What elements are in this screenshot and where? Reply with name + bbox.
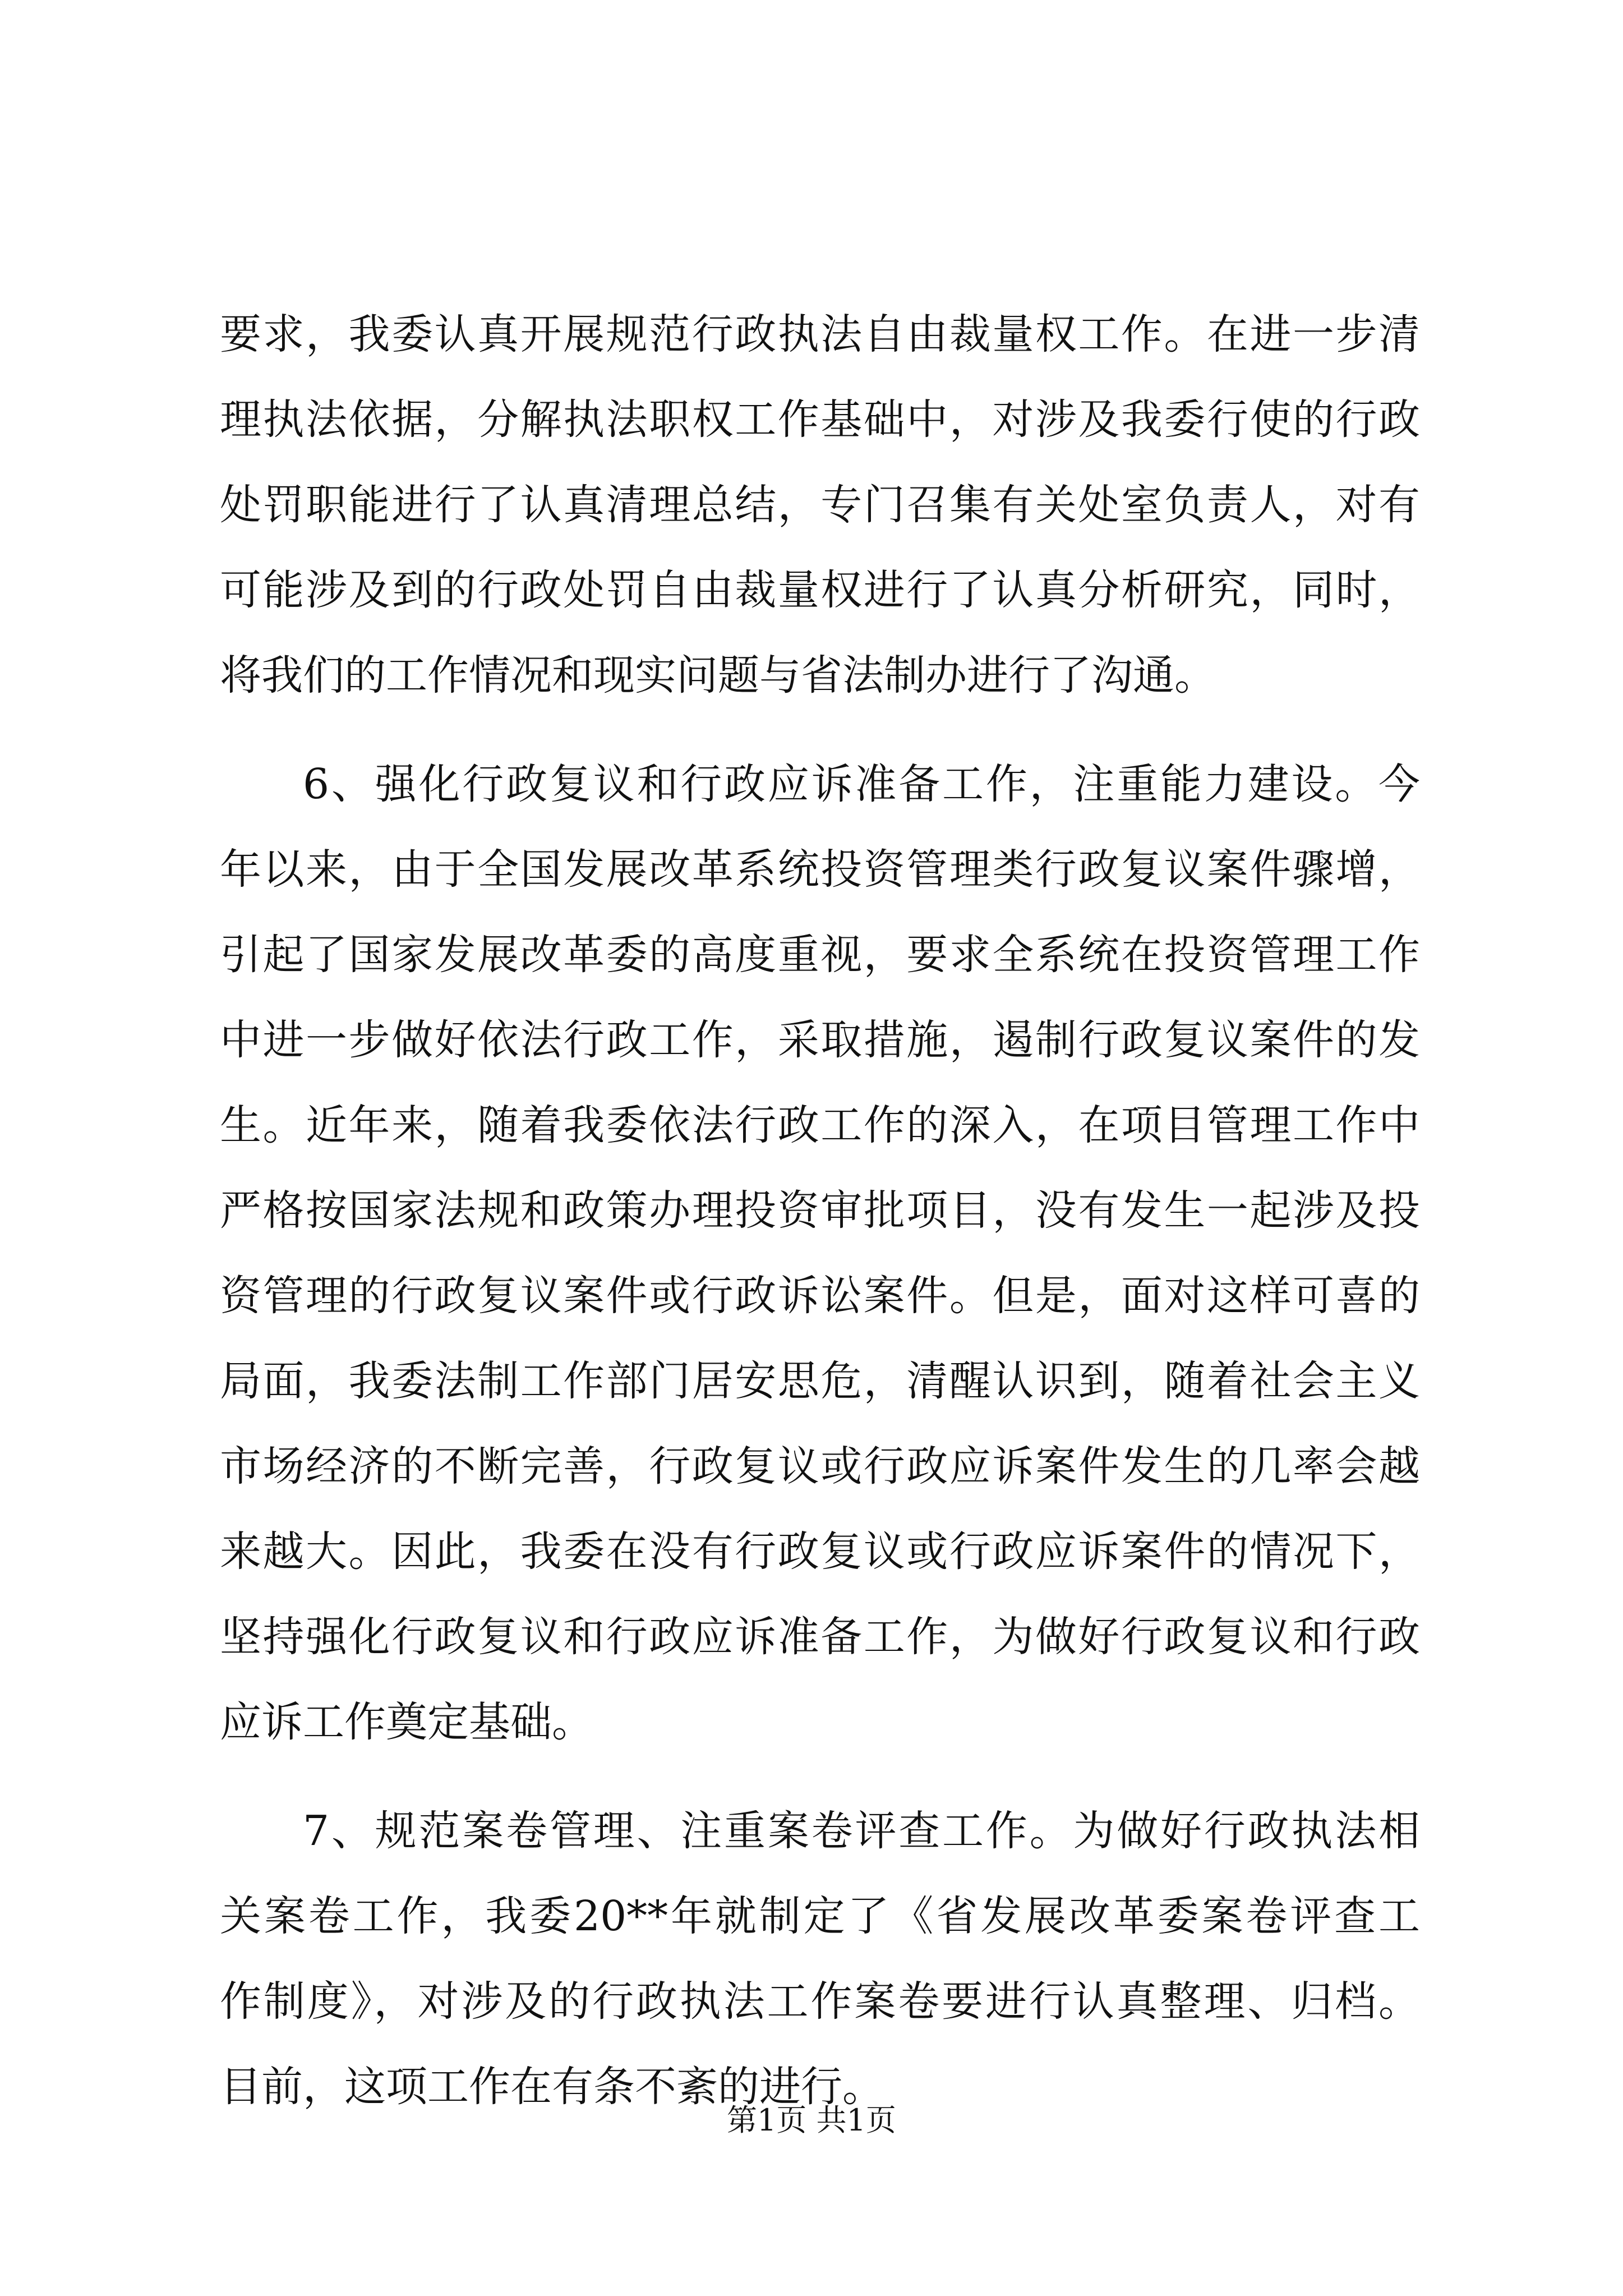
- paragraph-line: 处罚职能进行了认真清理总结，专门召集有关处室负责人，对有: [220, 481, 1420, 529]
- paragraph-line: 要求，我委认真开展规范行政执法自由裁量权工作。在进一步清: [220, 310, 1420, 358]
- paragraph-line: 引起了国家发展改革委的高度重视，要求全系统在投资管理工作: [220, 931, 1420, 979]
- paragraph-line: 6、强化行政复议和行政应诉准备工作，注重能力建设。今: [303, 760, 1420, 808]
- paragraph-line: 局面，我委法制工作部门居安思危，清醒认识到，随着社会主义: [220, 1357, 1420, 1405]
- paragraph-line: 年以来，由于全国发展改革系统投资管理类行政复议案件骤增，: [220, 845, 1420, 894]
- paragraph-line: 生。近年来，随着我委依法行政工作的深入，在项目管理工作中: [220, 1101, 1420, 1149]
- paragraph-line: 理执法依据，分解执法职权工作基础中，对涉及我委行使的行政: [220, 395, 1420, 444]
- paragraph-line: 将我们的工作情况和现实问题与省法制办进行了沟通。: [220, 651, 1216, 700]
- paragraph-line: 作制度》，对涉及的行政执法工作案卷要进行认真整理、归档。: [220, 1977, 1420, 2026]
- paragraph-line: 市场经济的不断完善，行政复议或行政应诉案件发生的几率会越: [220, 1442, 1420, 1490]
- paragraph-line: 严格按国家法规和政策办理投资审批项目，没有发生一起涉及投: [220, 1186, 1420, 1235]
- paragraph-line: 应诉工作奠定基础。: [220, 1698, 593, 1746]
- page-number-footer: 第1页 共1页: [727, 2102, 896, 2138]
- paragraph-line: 来越大。因此，我委在没有行政复议或行政应诉案件的情况下，: [220, 1527, 1420, 1576]
- paragraph-line: 关案卷工作，我委20**年就制定了《省发展改革委案卷评查工: [220, 1892, 1420, 1940]
- paragraph-line: 可能涉及到的行政处罚自由裁量权进行了认真分析研究，同时，: [220, 566, 1420, 614]
- paragraph-line: 目前，这项工作在有条不紊的进行。: [220, 2063, 884, 2111]
- paragraph-line: 7、规范案卷管理、注重案卷评查工作。为做好行政执法相: [303, 1807, 1420, 1855]
- paragraph-line: 坚持强化行政复议和行政应诉准备工作，为做好行政复议和行政: [220, 1613, 1420, 1661]
- document-body: [220, 292, 1420, 2129]
- paragraph-line: 中进一步做好依法行政工作，采取措施，遏制行政复议案件的发: [220, 1016, 1420, 1064]
- paragraph-line: 资管理的行政复议案件或行政诉讼案件。但是，面对这样可喜的: [220, 1272, 1420, 1320]
